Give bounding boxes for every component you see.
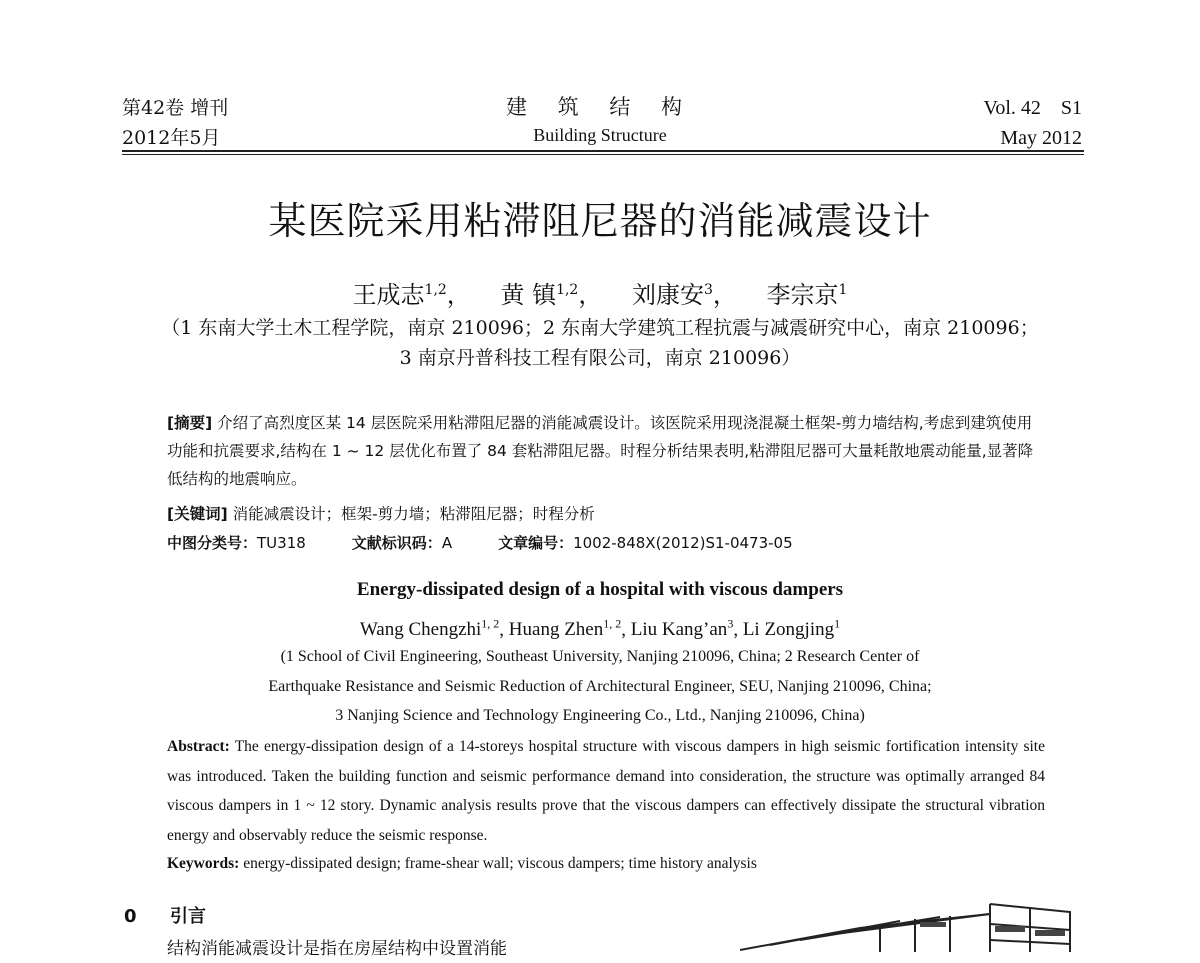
volume-cn: 第42卷 增刊 (122, 97, 229, 119)
author-en: Wang Chengzhi$^{1, 2}$ (359, 617, 500, 641)
keywords-en-label: Keywords: (167, 855, 240, 872)
header-rule-thick (122, 150, 1084, 152)
journal-name-cn: 建 筑 结 构 (505, 95, 695, 119)
keywords-cn (167, 500, 595, 528)
abstract-en-text: The energy-dissipation design of a 14-storeys hospital structure with viscous dampers in high seismic fortification intensity site was introduced. Taken the building function and seismic performance demand into consideration, the structure was optimally arranged 84 viscous dampers in 1 ~ 12 story. Dynamic analysis results prove that the viscous dampers can effectively dissipate the structural vibration energy and observably reduce the seismic response. (167, 738, 1045, 844)
author-cn: 李宗京$^1$ (766, 281, 848, 309)
section-number: 0 (124, 906, 137, 927)
author-en: Li Zongjing$^1$ (742, 617, 841, 641)
affiliation-cn-line: 3 南京丹普科技工程有限公司，南京 210096） (399, 347, 801, 369)
authors-en: Wang Chengzhi$^{1, 2}$, Huang Zhen$^{1, 2}$, Liu $Kang’an^3$, Li Zongjing$^1$ (359, 617, 841, 641)
affiliation-en-line: (1 School of Civil Engineering, Southeast University, Nanjing 210096, China; 2 Research Center of (280, 648, 920, 665)
paper-title-en: Energy-dissipated design of a hospital with viscous dampers (356, 579, 844, 600)
affiliations-cn (0, 313, 1200, 373)
section-heading (124, 903, 206, 931)
affiliations-en (0, 642, 1200, 731)
clc-value: TU318 (257, 534, 306, 552)
volume-en: Vol. 42 S1 (983, 97, 1082, 119)
author-en: Huang Zhen$^{1, 2}$ (508, 617, 622, 641)
keywords-cn-label: [关键词] (167, 505, 228, 523)
classification-line (167, 529, 793, 557)
figure-slab (1035, 930, 1065, 936)
structure-model-figure (740, 900, 1120, 952)
article-no-label: 文章编号： (498, 534, 574, 552)
affiliation-en-line: 3 Nanjing Science and Technology Engineering Co., Ltd., Nanjing 210096, China) (335, 707, 865, 724)
figure-beam (835, 914, 990, 934)
affiliation-cn-line: （1 东南大学土木工程学院，南京 210096；2 东南大学建筑工程抗震与减震研究中心，南京 210096； (161, 317, 1039, 339)
keywords-en-text: energy-dissipated design; frame-shear wall; viscous dampers; time history analysis (243, 855, 757, 872)
article-no-value: 1002-848X(2012)S1-0473-05 (573, 534, 793, 552)
journal-name-en: Building Structure (533, 125, 667, 145)
doc-code-label: 文献标识码： (351, 534, 442, 552)
header-rule-thin (122, 154, 1084, 155)
date-cn: 2012年5月 (122, 127, 221, 149)
author-cn: 黄 镇$^{1,2}$ (500, 281, 579, 309)
doc-code-value: A (441, 534, 453, 552)
authors-cn: 王成志$^{1,2}$， 黄 镇$^{1,2}$， 刘康安$^3$， 李宗京$^1$ (352, 281, 848, 309)
figure-slab (995, 926, 1025, 932)
figure-slab (920, 922, 946, 927)
paper-title-cn: 某医院采用粘滞阻尼器的消能减震设计 (268, 199, 932, 243)
running-header-right (983, 93, 1082, 153)
keywords-cn-text: 消能减震设计；框架-剪力墙；粘滞阻尼器；时程分析 (232, 505, 595, 523)
date-en: May 2012 (1000, 127, 1082, 149)
body-text-line: 结构消能减震设计是指在房屋结构中设置消能 (167, 939, 507, 959)
abstract-cn (167, 409, 1047, 493)
abstract-cn-text: 介绍了高烈度区某 14 层医院采用粘滞阻尼器的消能减震设计。该医院采用现浇混凝土框架-剪力墙结构,考虑到建筑使用功能和抗震要求,结构在 1 ~ 12 层优化布置了 84 套粘滞阻尼器。时程分析结果表明,粘滞阻尼器可大量耗散地震动能量,显著降低结构的地震响应。 (167, 414, 1034, 488)
affiliation-en-line: Earthquake Resistance and Seismic Reduction of Architectural Engineer, SEU, Nanjing 210096, China; (268, 677, 932, 695)
author-cn: 刘康安$^3$ (631, 281, 713, 309)
abstract-en (167, 732, 1045, 850)
author-cn: 王成志$^{1,2}$ (352, 281, 447, 309)
author-en: Liu $Kang’an^3$ (630, 617, 734, 641)
abstract-cn-label: [摘要] (167, 414, 213, 432)
clc-label: 中图分类号： (167, 534, 258, 552)
abstract-en-label: Abstract: (167, 738, 230, 755)
section-title: 引言 (170, 906, 206, 927)
keywords-en (167, 850, 757, 878)
